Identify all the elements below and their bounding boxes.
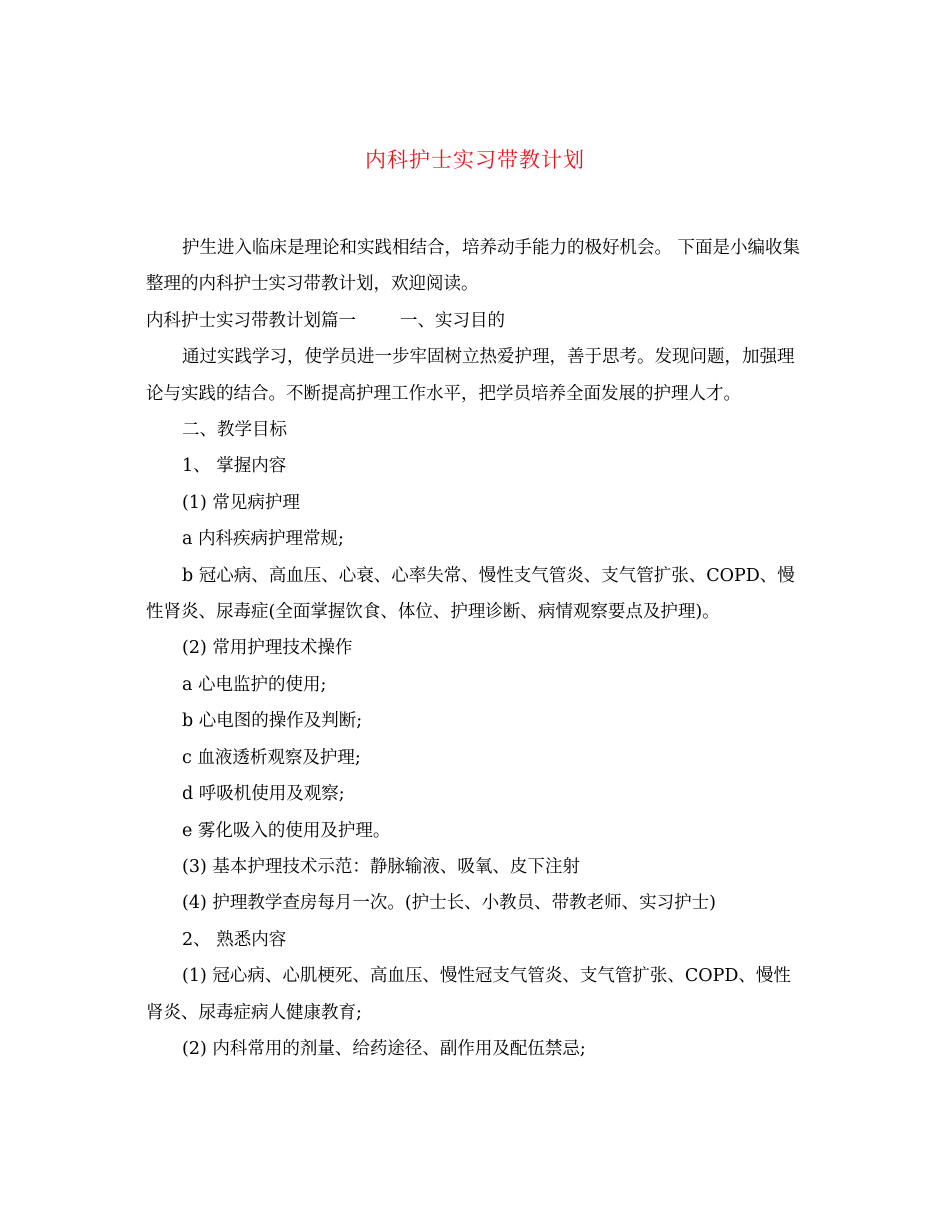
intro-paragraph: 护生进入临床是理论和实践相结合，培养动手能力的极好机会。 下面是小编收集整理的内科护士实习带教计划，欢迎阅读。 [146,238,801,295]
section-heading: 一、实习目的 [400,310,505,331]
subsection-heading: 1、 掌握内容 [182,456,287,477]
list-item: (2) 常用护理技术操作 [182,638,353,659]
list-item: b 心电图的操作及判断; [182,711,363,732]
list-item: d 呼吸机使用及观察; [182,784,345,805]
subsection-heading: 2、 熟悉内容 [182,929,287,950]
list-item: e 雾化吸入的使用及护理。 [182,820,391,841]
list-item: c 血液透析观察及护理; [182,747,361,768]
article-subtitle: 内科护士实习带教计划篇一 [146,310,356,331]
section-heading-line [146,303,806,339]
body-paragraph: 通过实践学习，使学员进一步牢固树立热爱护理，善于思考。发现问题，加强理论与实践的结合。不断提高护理工作水平，把学员培养全面发展的护理人才。 [146,347,795,404]
document-body [146,230,806,1067]
list-item: (1) 常见病护理 [182,492,300,513]
section-heading: 二、教学目标 [182,420,287,441]
list-item: (2) 内科常用的剂量、给药途径、副作用及配伍禁忌; [182,1038,586,1059]
list-item: a 心电监护的使用; [182,674,327,695]
list-item: a 内科疾病护理常规; [182,529,344,550]
list-item: b 冠心病、高血压、心衰、心率失常、慢性支气管炎、支气管扩张、COPD、慢性肾炎、尿毒症(全面掌握饮食、体位、护理诊断、病情观察要点及护理)。 [146,565,795,623]
document-title: 内科护士实习带教计划 [365,148,585,172]
list-item: (3) 基本护理技术示范：静脉输液、吸氧、皮下注射 [182,856,580,877]
list-item: (1) 冠心病、心肌梗死、高血压、慢性冠支气管炎、支气管扩张、COPD、慢性肾炎、尿毒症病人健康教育; [146,966,791,1023]
list-item: (4) 护理教学查房每月一次。(护士长、小教员、带教老师、实习护士) [182,893,717,914]
